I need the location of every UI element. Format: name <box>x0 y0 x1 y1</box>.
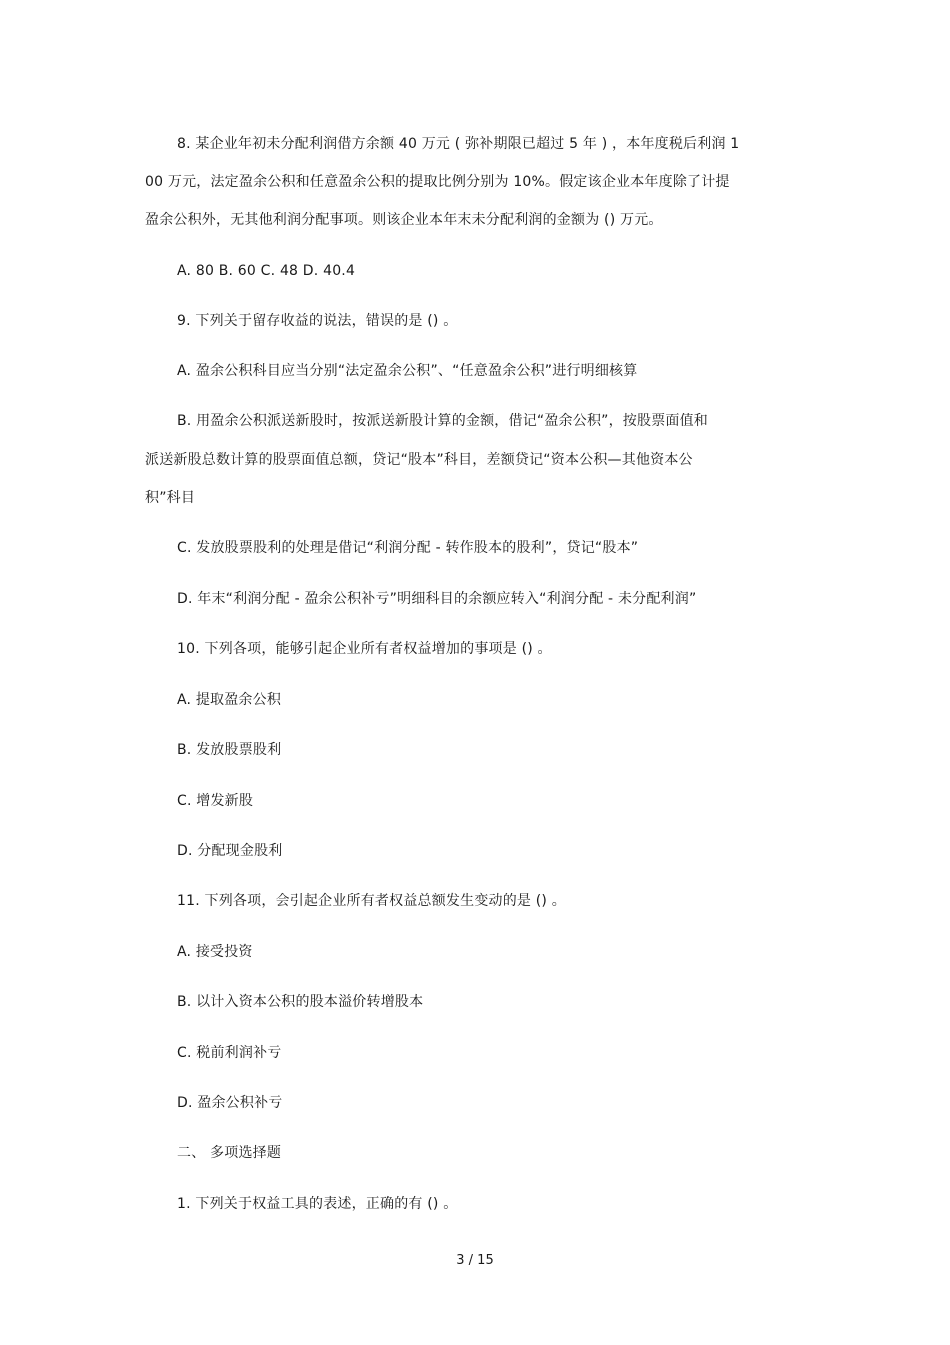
q11-stem: 11. 下列各项，会引起企业所有者权益总额发生变动的是 () 。 <box>177 893 566 909</box>
q11-option-b: B. 以计入资本公积的股本溢价转增股本 <box>177 994 424 1010</box>
q9-option-b-line-1: B. 用盈余公积派送新股时，按派送新股计算的金额，借记“盈余公积”，按股票面值和 <box>177 413 709 429</box>
q11-option-a: A. 接受投资 <box>177 944 253 960</box>
q10-stem: 10. 下列各项，能够引起企业所有者权益增加的事项是 () 。 <box>177 641 552 657</box>
q9-option-c: C. 发放股票股利的处理是借记“利润分配 - 转作股本的股利”，贷记“股本” <box>177 540 639 556</box>
q9-option-b-line-3: 积”科目 <box>145 490 196 506</box>
q10-option-b: B. 发放股票股利 <box>177 742 282 758</box>
q9-option-d: D. 年末“利润分配 - 盈余公积补亏”明细科目的余额应转入“利润分配 - 未分配利润” <box>177 591 697 607</box>
q8-line-3: 盈余公积外，无其他利润分配事项。则该企业本年末未分配利润的金额为 () 万元。 <box>145 212 663 228</box>
section-heading: 二、 多项选择题 <box>177 1145 282 1161</box>
mq1-stem: 1. 下列关于权益工具的表述，正确的有 () 。 <box>177 1196 458 1212</box>
q9-option-a: A. 盈余公积科目应当分别“法定盈余公积”、“任意盈余公积”进行明细核算 <box>177 363 638 379</box>
q8-line-2: 00 万元，法定盈余公积和任意盈余公积的提取比例分别为 10%。假定该企业本年度除了计提 <box>145 174 730 190</box>
q10-option-a: A. 提取盈余公积 <box>177 692 282 708</box>
q11-option-d: D. 盈余公积补亏 <box>177 1095 283 1111</box>
q11-option-c: C. 税前利润补亏 <box>177 1045 282 1061</box>
q10-option-d: D. 分配现金股利 <box>177 843 283 859</box>
q10-option-c: C. 增发新股 <box>177 793 254 809</box>
q8-line-1: 8. 某企业年初未分配利润借方余额 40 万元 ( 弥补期限已超过 5 年 ) ，本年度税后利润 1 <box>177 136 740 152</box>
q8-options: A. 80 B. 60 C. 48 D. 40.4 <box>177 263 356 279</box>
q9-stem: 9. 下列关于留存收益的说法，错误的是 () 。 <box>177 313 458 329</box>
page-number: 3 / 15 <box>456 1253 494 1268</box>
q9-option-b-line-2: 派送新股总数计算的股票面值总额，贷记“股本”科目，差额贷记“资本公积—其他资本公 <box>145 452 693 468</box>
